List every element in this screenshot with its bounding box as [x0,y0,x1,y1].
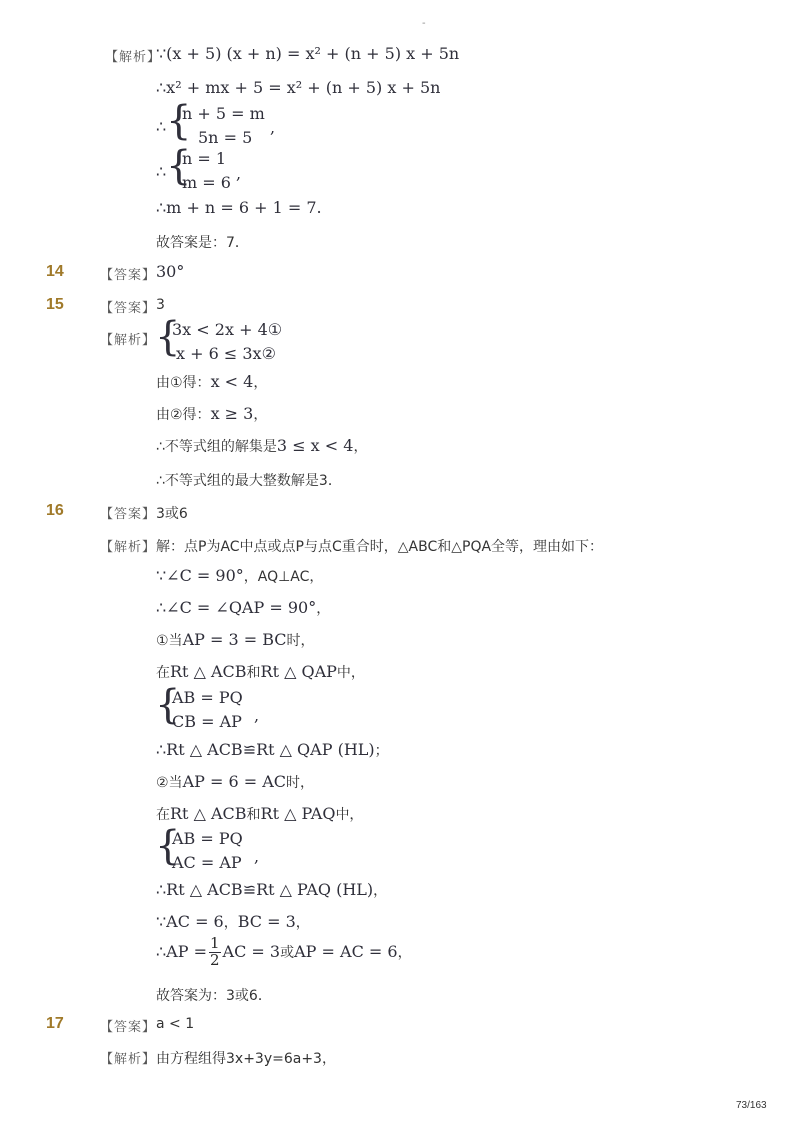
q16-line-5-math: ∴Rt △ ACB≌Rt △ QAP (HL) [156,740,375,759]
answer-tag: 【答案】 [100,507,157,522]
q13-system-1-eq-a: n + 5 = m [182,104,265,123]
q16-line-7-mid: 和 [246,807,261,823]
question-number: 16 [46,502,64,519]
q13-system-1-comma: , [270,118,276,137]
q13-therefore-2: ∴ [156,162,167,181]
q13-system-2-eq-a: n = 1 [182,149,227,168]
q16-line-3-math: AP = 3 = BC [182,630,287,649]
q16-line-7-suffix: 中， [335,807,364,823]
q16-line-9-math-1: ∵AC = 6 [156,912,224,931]
q15-system-eq-b: x + 6 ≤ 3x② [176,344,276,363]
left-brace: { [155,682,181,728]
q16-line-1-math: ∵∠C = 90° [156,566,244,585]
header-mark: - [422,18,426,29]
q16-system-1-eq-a: AB = PQ [172,688,243,707]
q13-therefore: ∴ [156,117,167,136]
q16-line-7-prefix: 在 [156,807,170,823]
q15-step-2-suffix: ， [253,407,268,423]
analysis-tag: 【解析】 [100,540,157,555]
q16-line-6 [156,772,314,792]
q13-system-2-comma: , [236,164,242,183]
q16-system-2-comma: , [254,847,260,866]
q16-line-4 [156,662,365,682]
q17-answer: a < 1 [156,1016,195,1032]
q16-line-9 [156,912,310,932]
q13-system-2-eq-b: m = 6 [182,173,231,192]
q16-line-10-mid: AC = 3 [222,941,281,961]
left-brace: { [155,823,181,869]
q17-line-1: 由方程组得3x+3y=6a+3， [156,1051,336,1067]
q16-line-5 [156,740,389,760]
q15-answer: 3 [156,297,165,313]
q16-line-2 [156,598,330,618]
q15-step-1-prefix: 由①得： [156,375,211,391]
analysis-tag: 【解析】 [105,50,162,65]
question-number: 17 [46,1015,64,1032]
q16-line-10-math-2: AP = AC = 6 [294,941,398,961]
q13-line-1: ∵(x + 5) (x + n) = x² + (n + 5) x + 5n [156,44,460,63]
q16-line-4-mid: 和 [246,665,261,681]
q16-line-3-prefix: ①当 [156,633,183,649]
q15-step-3-math: 3 ≤ x < 4 [276,436,354,455]
q15-step-1-suffix: ， [253,375,268,391]
q13-line-5: ∴m + n = 6 + 1 = 7. [156,198,322,217]
answer-tag: 【答案】 [100,1020,157,1035]
q16-line-1-suffix: ，AQ⊥AC， [243,569,324,585]
q16-conclusion: 故答案为：3或6． [156,988,272,1004]
q16-line-7 [156,804,363,824]
analysis-tag: 【解析】 [100,1052,157,1067]
q16-line-3 [156,630,315,650]
q16-line-8-suffix: ， [373,883,388,899]
answer-tag: 【答案】 [100,301,157,316]
q16-line-10 [156,936,412,969]
answer-tag: 【答案】 [100,268,157,283]
question-number: 15 [46,296,64,313]
question-number: 14 [46,263,64,280]
q15-step-1 [156,372,267,392]
q16-line-4-prefix: 在 [156,665,170,681]
q16-line-5-suffix: ； [374,743,389,759]
q15-step-2 [156,404,267,424]
q16-line-1 [156,566,323,586]
fraction-denominator: 2 [210,950,220,969]
q16-line-6-suffix: 时， [286,775,315,791]
page-number: 73/163 [736,1100,767,1111]
q15-step-2-prefix: 由②得： [156,407,211,423]
q16-line-8 [156,880,387,900]
left-brace: { [166,143,192,189]
q16-line-7-math-1: Rt △ ACB [170,804,247,823]
q16-line-6-prefix: ②当 [156,775,183,791]
q16-system-1-comma: , [254,706,260,725]
q16-line-2-suffix: ， [316,601,331,617]
q16-line-2-math: ∴∠C = ∠QAP = 90° [156,598,317,617]
left-brace: { [166,98,192,144]
fraction-numerator: 1 [210,934,220,952]
q15-step-1-math: x < 4 [210,372,254,391]
q16-line-9-suffix: ， [295,915,310,931]
q16-answer: 3或6 [156,506,188,522]
q16-line-10-prefix: ∴AP = [156,941,207,961]
q16-line-6-math: AP = 6 = AC [182,772,287,791]
q16-line-4-math-1: Rt △ ACB [170,662,247,681]
q13-system-1-eq-b: 5n = 5 [198,128,253,147]
q16-line-10-suffix: ， [397,944,412,961]
q15-step-3-prefix: ∴不等式组的解集是 [156,439,277,455]
q15-system-eq-a: 3x < 2x + 4① [172,320,283,339]
q16-line-3-suffix: 时， [286,633,315,649]
q15-step-3-suffix: ， [353,439,368,455]
q16-line-8-math: ∴Rt △ ACB≌Rt △ PAQ (HL) [156,880,374,899]
q16-system-2-eq-b: AC = AP [172,853,242,872]
q16-line-9-sep: ， [223,915,238,931]
fraction [209,936,221,969]
q13-conclusion: 故答案是：7． [156,235,249,251]
q16-system-1-eq-b: CB = AP [172,712,242,731]
q16-intro: 解：点P为AC中点或点P与点C重合时，△ABC和△PQA全等，理由如下： [156,539,604,555]
q16-line-10-or: 或 [280,944,295,961]
left-brace: { [155,314,181,360]
q15-conclusion: ∴不等式组的最大整数解是3． [156,473,342,489]
q15-step-3 [156,436,367,456]
q14-answer: 30° [156,262,185,281]
q16-system-2-eq-a: AB = PQ [172,829,243,848]
q16-line-9-math-2: BC = 3 [237,912,296,931]
analysis-tag: 【解析】 [100,333,157,348]
q16-line-7-math-2: Rt △ PAQ [260,804,336,823]
q16-line-4-suffix: 中， [336,665,365,681]
q15-step-2-math: x ≥ 3 [210,404,254,423]
q16-line-4-math-2: Rt △ QAP [260,662,337,681]
q13-line-2: ∴x² + mx + 5 = x² + (n + 5) x + 5n [156,78,441,97]
